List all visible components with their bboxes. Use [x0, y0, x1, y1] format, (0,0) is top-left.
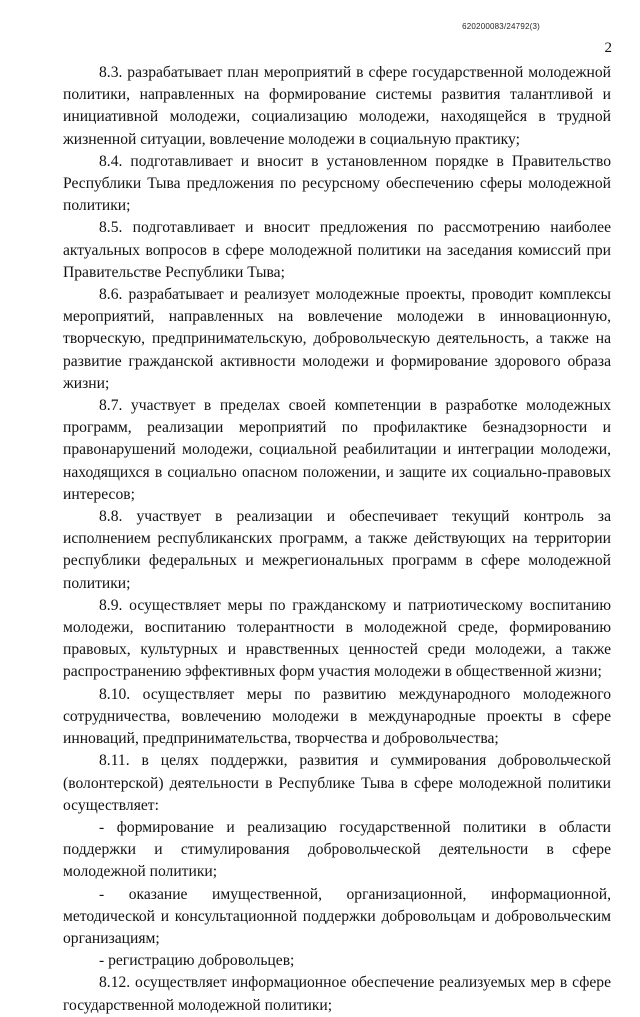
- list-item-support: - оказание имущественной, организационной, информационной, методической и консультационной поддержки добровольцам и добровольческим организациям;: [63, 885, 611, 947]
- paragraph-8-7: 8.7. участвует в пределах своей компетенции в разработке молодежных программ, реализации мероприятий по профилактике безнадзорности и правонарушений молодежи, социальной реабилитации и интеграции молодежи, находящихся в социально опасном положении, и защите их социально-правовых интересов;: [63, 397, 611, 503]
- paragraph-8-12: 8.12. осуществляет информационное обеспечение реализуемых мер в сфере государственной молодежной политики;: [63, 974, 611, 1014]
- document-body: [63, 62, 611, 1017]
- paragraph-8-9: 8.9. осуществляет меры по гражданскому и патриотическому воспитанию молодежи, воспитанию толерантности в молодежной среде, формированию правовых, культурных и нравственных ценностей среди молодежи, а также распространению эффективных форм участия молодежи в общественной жизни;: [63, 596, 611, 681]
- paragraph-8-6: 8.6. разрабатывает и реализует молодежные проекты, проводит комплексы мероприятий, направленных на вовлечение молодежи в инновационную, творческую, предпринимательскую, добровольческую деятельность, а также на развитие гражданской активности молодежи и формирование здорового образа жизни;: [63, 286, 611, 392]
- paragraph-8-4: 8.4. подготавливает и вносит в установленном порядке в Правительство Республики Тыва предложения по ресурсному обеспечению сферы молодежной политики;: [63, 152, 611, 215]
- paragraph-8-11: 8.11. в целях поддержки, развития и суммирования добровольческой (волонтерской) деятельности в Республике Тыва в сфере молодежной политики осуществляет:: [63, 752, 611, 814]
- paragraph-8-10: 8.10. осуществляет меры по развитию международного молодежного сотрудничества, вовлечению молодежи в международные проекты в сфере инноваций, предпринимательства, творчества и добровольчества;: [63, 685, 611, 748]
- list-item-formation: - формирование и реализацию государственной политики в области поддержки и стимулирования добровольческой деятельности в сфере молодежной политики;: [63, 818, 611, 881]
- page-number: 2: [604, 40, 612, 56]
- paragraph-8-5: 8.5. подготавливает и вносит предложения по рассмотрению наиболее актуальных вопросов в сфере молодежной политики на заседания комиссий при Правительстве Республики Тыва;: [63, 219, 611, 281]
- list-item-registration: - регистрацию добровольцев;: [99, 952, 295, 970]
- paragraph-8-3: 8.3. разрабатывает план мероприятий в сфере государственной молодежной политики, направленных на формирование системы развития талантливой и инициативной молодежи, социализацию молодежи, находящейся в трудной жизненной ситуации, вовлечение молодежи в социальную практику;: [63, 64, 611, 148]
- document-code: 620200083/24792(3): [462, 22, 540, 31]
- paragraph-8-8: 8.8. участвует в реализации и обеспечивает текущий контроль за исполнением республиканских программ, а также действующих на территории республики федеральных и межрегиональных программ в сфере молодежной политики;: [63, 508, 611, 592]
